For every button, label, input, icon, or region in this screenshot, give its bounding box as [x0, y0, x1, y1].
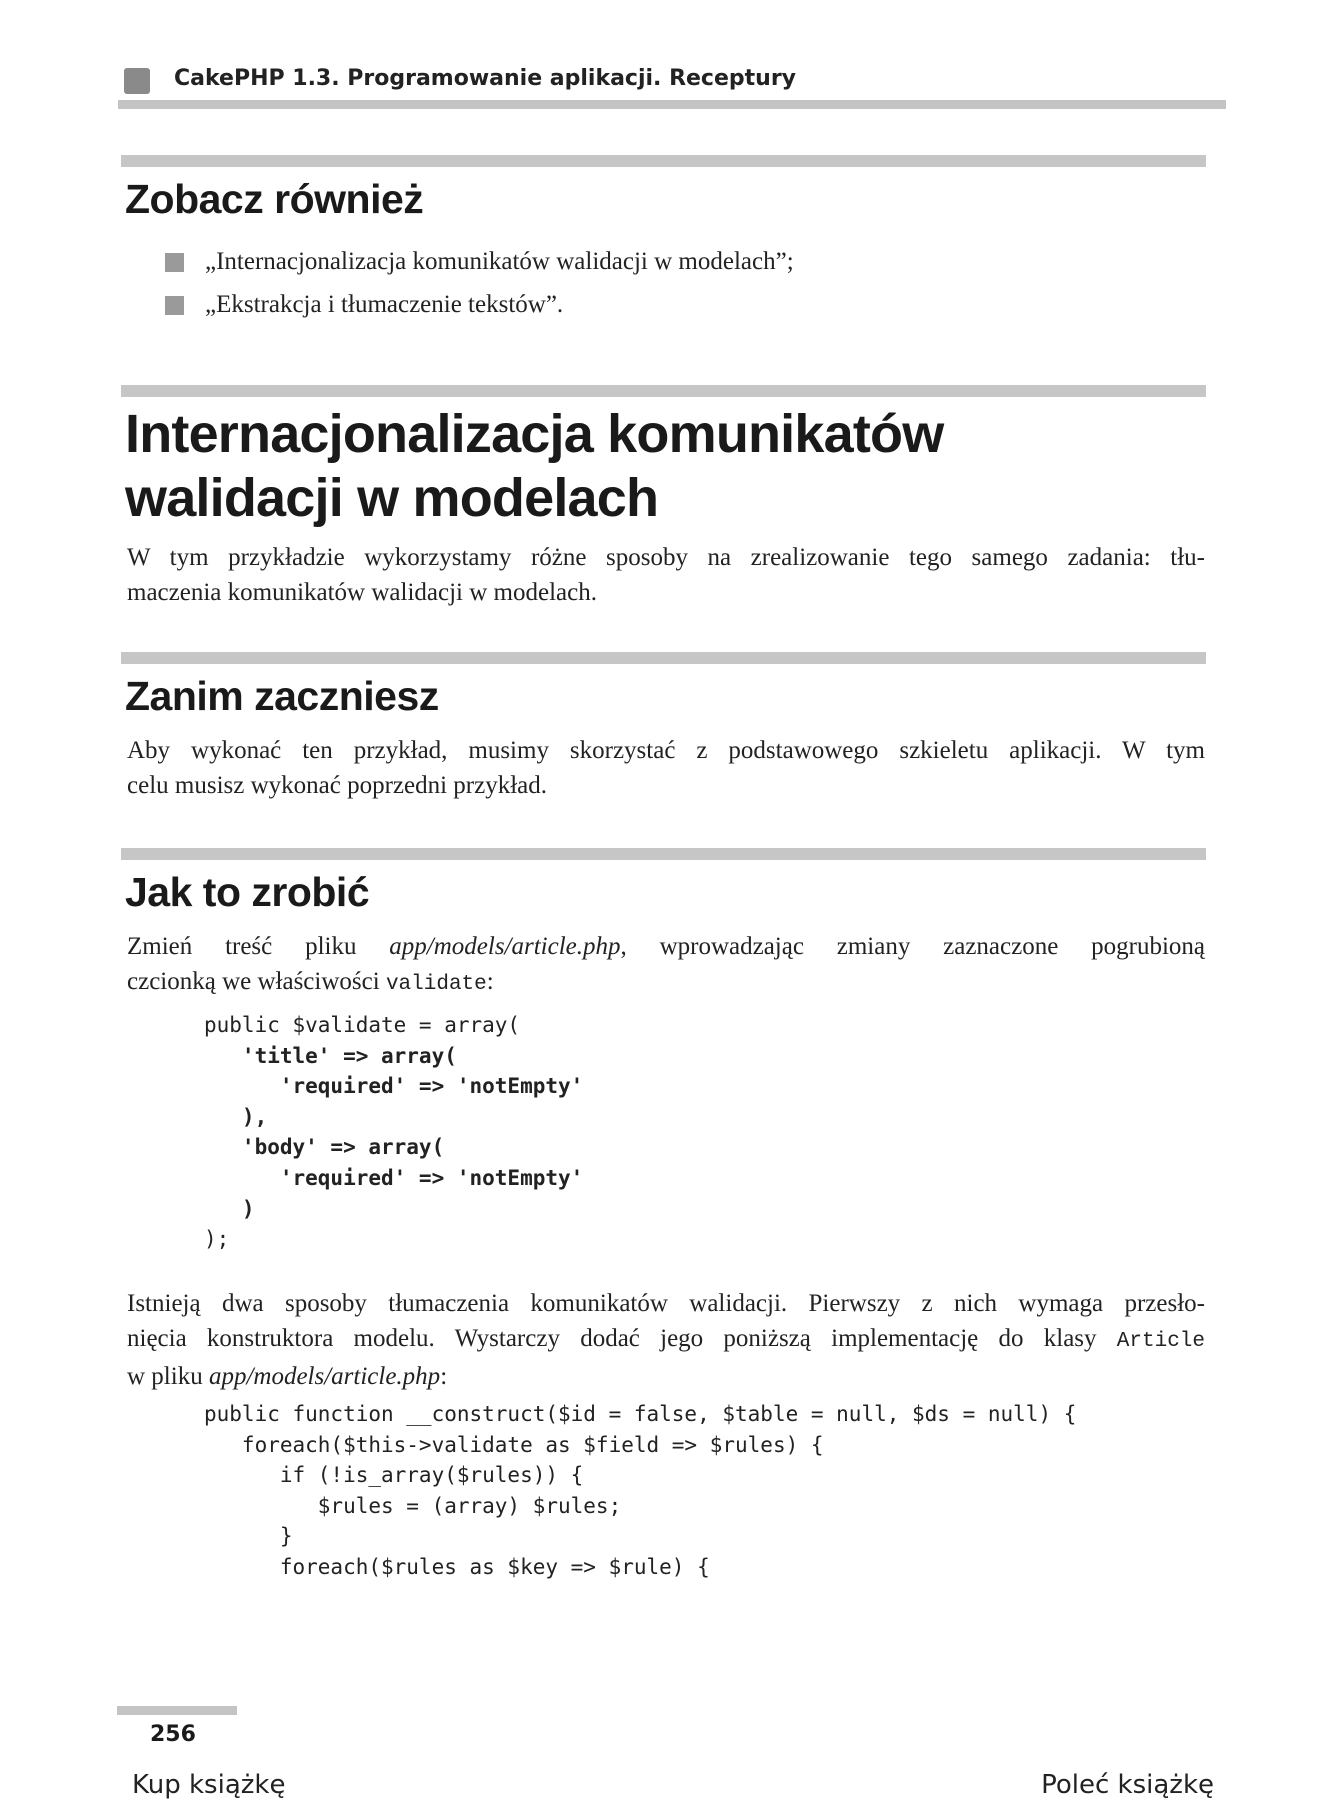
how-to-paragraph-1 [127, 929, 1205, 1002]
intro-line-2: maczenia komunikatów walidacji w modelach. [127, 579, 597, 606]
p1-text: , wprowadzając zmiany zaznaczone pogrubioną [620, 933, 1205, 960]
p1-text: Zmień treść pliku [127, 933, 390, 960]
before-start-line-2: celu musisz wykonać poprzedni przykład. [127, 772, 548, 799]
p1-line-1 [127, 929, 1205, 964]
recipe-title-line-1: Internacjonalizacja komunikatów [125, 404, 944, 464]
section-bar-recipe [121, 385, 1206, 397]
code-line-bold: 'required' => 'notEmpty' [204, 1165, 584, 1190]
file-path: app/models/article.php [389, 933, 621, 960]
recipe-title [125, 402, 943, 530]
bullet-square-icon [165, 253, 184, 272]
recipe-intro [127, 540, 1205, 610]
code-line: public function __construct($id = false, $table = null, $ds = null) { [204, 1402, 1077, 1426]
code-line: if (!is_array($rules)) { [204, 1463, 584, 1488]
p1-text: czcionką we właściwości [127, 968, 386, 995]
list-item [165, 283, 794, 326]
section-bar-how-to [121, 848, 1206, 860]
recipe-title-line-2: walidacji w modelach [125, 468, 659, 528]
p2-text: : [440, 1363, 448, 1390]
code-block-constructor [204, 1399, 1076, 1583]
p1-text: : [486, 968, 494, 995]
code-line-bold: 'required' => 'notEmpty' [204, 1074, 584, 1099]
heading-how-to: Jak to zrobić [125, 869, 370, 915]
inline-code: validate [385, 973, 487, 996]
before-start-text [127, 733, 1205, 803]
list-item-text: „Ekstrakcja i tłumaczenie tekstów”. [205, 291, 564, 318]
code-line: ); [204, 1227, 230, 1252]
page-number: 256 [150, 1722, 196, 1747]
heading-see-also: Zobacz również [125, 176, 424, 222]
file-path: app/models/article.php [208, 1363, 441, 1390]
code-line-bold: 'body' => array( [204, 1135, 445, 1160]
p2-line-1: Istnieją dwa sposoby tłumaczenia komunikatów walidacji. Pierwszy z nich wymaga przesło- [127, 1290, 1205, 1317]
buy-book-link[interactable]: Kup książkę [132, 1770, 286, 1800]
p2-text: w pliku [127, 1363, 209, 1390]
p1-line-2 [127, 964, 1205, 1002]
code-line: } [204, 1524, 293, 1549]
p2-line-3 [127, 1359, 1205, 1394]
p2-text: nięcia konstruktora modelu. Wystarczy dodać jego poniższą implementację do klasy [127, 1325, 1117, 1352]
section-bar-before-start [121, 652, 1206, 664]
header-square-marker [124, 68, 150, 94]
how-to-paragraph-2 [127, 1286, 1205, 1394]
code-block-validate [204, 1010, 583, 1255]
list-item-text: „Internacjonalizacja komunikatów walidacji w modelach”; [205, 248, 794, 275]
header-rule [118, 100, 1226, 109]
code-line: public $validate = array( [204, 1013, 521, 1037]
code-line-bold: ), [204, 1104, 268, 1129]
recommend-book-link[interactable]: Poleć książkę [1041, 1770, 1214, 1800]
code-line: $rules = (array) $rules; [204, 1493, 622, 1518]
code-line: foreach($rules as $key => $rule) { [204, 1554, 710, 1579]
section-bar-see-also [121, 155, 1206, 167]
before-start-line-1: Aby wykonać ten przykład, musimy skorzystać z podstawowego szkieletu aplikacji. W tym [127, 737, 1205, 764]
code-line-bold: ) [204, 1196, 255, 1221]
heading-before-start: Zanim zaczniesz [125, 673, 439, 719]
list-item [165, 240, 794, 283]
running-header-title: CakePHP 1.3. Programowanie aplikacji. Receptury [174, 66, 797, 91]
p2-line-2 [127, 1321, 1205, 1359]
code-line-bold: 'title' => array( [204, 1043, 457, 1068]
inline-code: Article [1116, 1330, 1205, 1353]
code-line: foreach($this->validate as $field => $rules) { [204, 1432, 824, 1457]
footer-rule [117, 1706, 237, 1715]
intro-line-1: W tym przykładzie wykorzystamy różne sposoby na zrealizowanie tego samego zadania: tłu- [127, 544, 1205, 571]
see-also-list [165, 240, 794, 326]
bullet-square-icon [165, 296, 184, 315]
running-header [118, 62, 1226, 112]
